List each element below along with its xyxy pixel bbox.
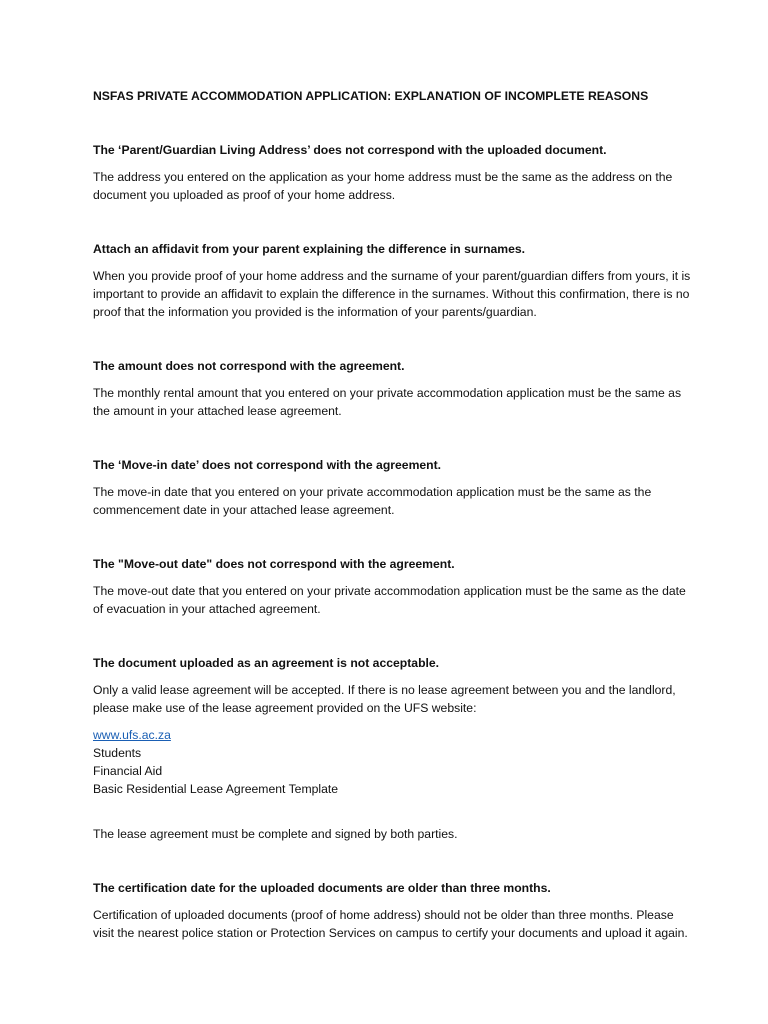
- ufs-website-link[interactable]: www.ufs.ac.za: [93, 728, 171, 742]
- section-heading-affidavit: Attach an affidavit from your parent explaining the difference in surnames.: [93, 242, 526, 256]
- agreement-note: The lease agreement must be complete and signed by both parties.: [93, 827, 458, 841]
- section-heading-move-in: The ‘Move-in date’ does not correspond with the agreement.: [93, 458, 442, 472]
- document-page: [93, 87, 693, 942]
- path-item-students: Students: [93, 746, 142, 760]
- website-path: [93, 726, 693, 798]
- section-body-address: The address you entered on the application as your home address must be the same as the address on the document you uploaded as proof of your home address.: [93, 170, 673, 202]
- section-body-move-out: The move-out date that you entered on your private accommodation application must be the same as the date of evacuation in your attached agreement.: [93, 584, 686, 616]
- section-heading-move-out: The "Move-out date" does not correspond with the agreement.: [93, 557, 455, 571]
- document-title: NSFAS PRIVATE ACCOMMODATION APPLICATION: EXPLANATION OF INCOMPLETE REASONS: [93, 89, 649, 103]
- section-body-move-in: The move-in date that you entered on your private accommodation application must be the same as the commencement date in your attached lease agreement.: [93, 485, 652, 517]
- section-body-certification: Certification of uploaded documents (proof of home address) should not be older than three months. Please visit the nearest police station or Protection Services on campus to certify your documents and upload it again.: [93, 908, 688, 940]
- section-heading-agreement: The document uploaded as an agreement is not acceptable.: [93, 656, 440, 670]
- section-body-amount: The monthly rental amount that you entered on your private accommodation application must be the same as the amount in your attached lease agreement.: [93, 386, 682, 418]
- section-body-agreement: Only a valid lease agreement will be accepted. If there is no lease agreement between you and the landlord, please make use of the lease agreement provided on the UFS website:: [93, 683, 676, 715]
- path-item-lease-template: Basic Residential Lease Agreement Template: [93, 782, 339, 796]
- section-heading-certification: The certification date for the uploaded documents are older than three months.: [93, 881, 551, 895]
- section-heading-amount: The amount does not correspond with the agreement.: [93, 359, 405, 373]
- section-heading-address: The ‘Parent/Guardian Living Address’ does not correspond with the uploaded document.: [93, 143, 607, 157]
- path-item-financial-aid: Financial Aid: [93, 764, 163, 778]
- section-body-affidavit: When you provide proof of your home address and the surname of your parent/guardian differs from yours, it is important to provide an affidavit to explain the difference in the surnames. Without this confirmation, there is no proof that the information you provided is the information of your parents/guardian.: [93, 269, 691, 319]
